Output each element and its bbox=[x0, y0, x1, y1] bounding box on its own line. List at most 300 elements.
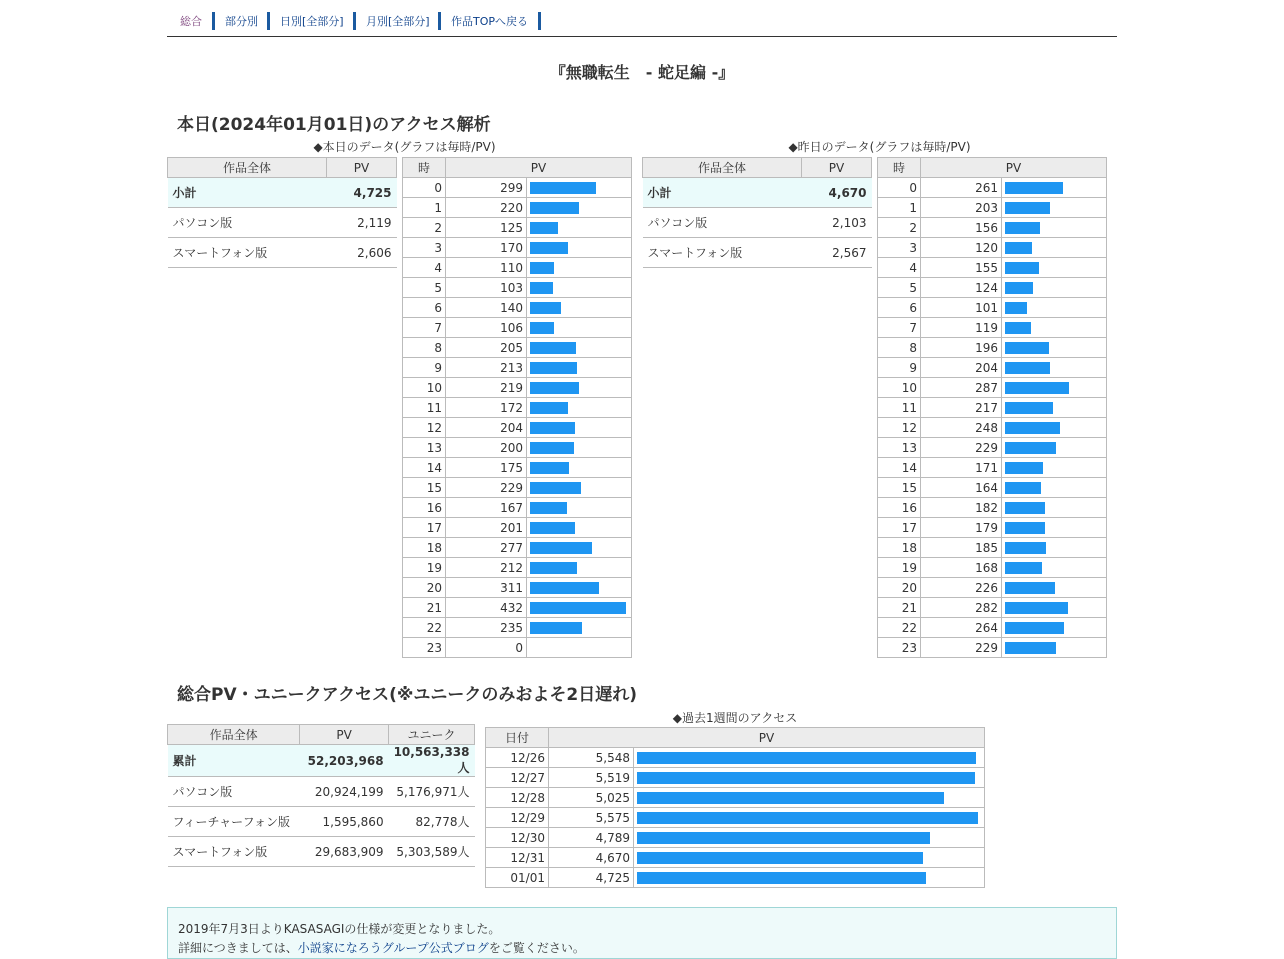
table-row bbox=[878, 338, 1107, 358]
row-key: 22 bbox=[878, 618, 921, 638]
pv-bar bbox=[1005, 202, 1050, 214]
pv-bar bbox=[1005, 182, 1063, 194]
table-row bbox=[878, 238, 1107, 258]
row-pv: 229 bbox=[446, 478, 527, 498]
table-row bbox=[878, 358, 1107, 378]
pv-bar bbox=[1005, 522, 1045, 534]
table-row bbox=[878, 478, 1107, 498]
row-label: 小計 bbox=[168, 178, 327, 208]
pv-bar bbox=[530, 382, 579, 394]
row-key: 4 bbox=[403, 258, 446, 278]
table-row bbox=[878, 278, 1107, 298]
row-key: 14 bbox=[403, 458, 446, 478]
row-pv: 5,575 bbox=[549, 808, 634, 828]
table-row bbox=[403, 478, 632, 498]
blog-link[interactable]: 小説家になろうグループ公式ブログ bbox=[297, 941, 489, 955]
total-summary-table bbox=[167, 724, 475, 867]
table-row bbox=[168, 777, 475, 807]
pv-bar bbox=[530, 582, 599, 594]
row-label: スマートフォン版 bbox=[643, 238, 802, 268]
row-pv: 103 bbox=[446, 278, 527, 298]
row-pv: 175 bbox=[446, 458, 527, 478]
row-pv: 219 bbox=[446, 378, 527, 398]
bar-cell bbox=[527, 238, 632, 258]
pv-bar bbox=[530, 182, 596, 194]
row-unique: 82,778人 bbox=[389, 807, 475, 837]
row-pv: 287 bbox=[921, 378, 1002, 398]
row-label: パソコン版 bbox=[168, 208, 327, 238]
pv-bar bbox=[1005, 242, 1032, 254]
row-pv: 156 bbox=[921, 218, 1002, 238]
col-header: PV bbox=[802, 158, 872, 178]
pv-bar bbox=[1005, 562, 1042, 574]
pv-bar bbox=[530, 422, 575, 434]
row-pv: 120 bbox=[921, 238, 1002, 258]
bar-cell bbox=[634, 788, 985, 808]
pv-bar bbox=[530, 322, 554, 334]
bar-cell bbox=[1002, 218, 1107, 238]
tab-by-part[interactable]: 部分別 bbox=[225, 15, 258, 28]
table-row bbox=[403, 558, 632, 578]
weekly-table bbox=[485, 727, 985, 888]
row-key: 2 bbox=[878, 218, 921, 238]
col-header: 作品全体 bbox=[168, 725, 300, 745]
bar-cell bbox=[1002, 598, 1107, 618]
pv-bar bbox=[1005, 462, 1043, 474]
row-key: 12/27 bbox=[486, 768, 549, 788]
col-header: 作品全体 bbox=[168, 158, 327, 178]
pv-bar bbox=[530, 622, 582, 634]
row-pv: 226 bbox=[921, 578, 1002, 598]
table-row bbox=[403, 458, 632, 478]
notice-box bbox=[167, 907, 1117, 959]
bar-cell bbox=[1002, 238, 1107, 258]
pv-bar bbox=[1005, 602, 1068, 614]
bar-cell bbox=[634, 768, 985, 788]
row-key: 10 bbox=[403, 378, 446, 398]
row-pv: 277 bbox=[446, 538, 527, 558]
row-key: 16 bbox=[403, 498, 446, 518]
table-row bbox=[403, 438, 632, 458]
row-key: 0 bbox=[878, 178, 921, 198]
table-row bbox=[403, 258, 632, 278]
row-key: 12/29 bbox=[486, 808, 549, 828]
pv-bar bbox=[1005, 282, 1033, 294]
row-key: 10 bbox=[878, 378, 921, 398]
row-pv: 155 bbox=[921, 258, 1002, 278]
pv-bar bbox=[1005, 342, 1049, 354]
pv-bar bbox=[637, 792, 944, 804]
pv-bar bbox=[637, 752, 976, 764]
pv-bar bbox=[1005, 582, 1055, 594]
col-header: 時 bbox=[403, 158, 446, 178]
row-key: 22 bbox=[403, 618, 446, 638]
bar-cell bbox=[1002, 618, 1107, 638]
pv-bar bbox=[530, 362, 577, 374]
table-row bbox=[643, 178, 872, 208]
tab-back-to-top[interactable]: 作品TOPへ戻る bbox=[451, 15, 529, 28]
row-key: 12 bbox=[878, 418, 921, 438]
row-pv: 4,725 bbox=[549, 868, 634, 888]
pv-bar bbox=[1005, 262, 1039, 274]
pv-bar bbox=[637, 832, 930, 844]
row-label: パソコン版 bbox=[168, 777, 300, 807]
pv-bar bbox=[1005, 542, 1046, 554]
row-value: 2,606 bbox=[327, 238, 397, 268]
notice-line-2 bbox=[178, 939, 585, 956]
row-label: フィーチャーフォン版 bbox=[168, 807, 300, 837]
row-key: 3 bbox=[403, 238, 446, 258]
tab-daily[interactable]: 日別[全部分] bbox=[280, 15, 344, 28]
table-row bbox=[403, 238, 632, 258]
today-summary-table bbox=[167, 157, 397, 268]
table-row bbox=[403, 338, 632, 358]
row-value: 2,119 bbox=[327, 208, 397, 238]
row-pv: 110 bbox=[446, 258, 527, 278]
row-pv: 167 bbox=[446, 498, 527, 518]
row-key: 19 bbox=[403, 558, 446, 578]
row-key: 9 bbox=[403, 358, 446, 378]
table-row bbox=[403, 378, 632, 398]
row-key: 8 bbox=[403, 338, 446, 358]
row-key: 9 bbox=[878, 358, 921, 378]
pv-bar bbox=[1005, 362, 1050, 374]
row-key: 6 bbox=[403, 298, 446, 318]
col-header: ユニーク bbox=[389, 725, 475, 745]
col-header: PV bbox=[300, 725, 389, 745]
pv-bar bbox=[530, 262, 554, 274]
bar-cell bbox=[634, 848, 985, 868]
bar-cell bbox=[1002, 438, 1107, 458]
row-pv: 248 bbox=[921, 418, 1002, 438]
table-row bbox=[403, 398, 632, 418]
row-unique: 10,563,338人 bbox=[389, 745, 475, 777]
row-pv: 168 bbox=[921, 558, 1002, 578]
pv-bar bbox=[530, 402, 568, 414]
bar-cell bbox=[1002, 378, 1107, 398]
row-pv: 172 bbox=[446, 398, 527, 418]
table-row bbox=[403, 318, 632, 338]
bar-cell bbox=[1002, 338, 1107, 358]
row-pv: 432 bbox=[446, 598, 527, 618]
row-key: 15 bbox=[878, 478, 921, 498]
table-row bbox=[403, 578, 632, 598]
pv-bar bbox=[530, 302, 561, 314]
table-row bbox=[168, 208, 397, 238]
pv-bar bbox=[1005, 482, 1041, 494]
nav-tabs bbox=[167, 8, 1117, 37]
bar-cell bbox=[527, 578, 632, 598]
tab-monthly[interactable]: 月別[全部分] bbox=[366, 15, 430, 28]
row-label: 小計 bbox=[643, 178, 802, 208]
pv-bar bbox=[530, 542, 592, 554]
col-header: 時 bbox=[878, 158, 921, 178]
row-key: 12/31 bbox=[486, 848, 549, 868]
bar-cell bbox=[1002, 538, 1107, 558]
table-row bbox=[168, 178, 397, 208]
bar-cell bbox=[527, 438, 632, 458]
table-row bbox=[403, 618, 632, 638]
row-label: 累計 bbox=[168, 745, 300, 777]
table-row bbox=[403, 598, 632, 618]
row-key: 13 bbox=[403, 438, 446, 458]
table-row bbox=[486, 848, 985, 868]
pv-bar bbox=[637, 852, 923, 864]
table-row bbox=[878, 378, 1107, 398]
table-row bbox=[878, 398, 1107, 418]
row-pv: 171 bbox=[921, 458, 1002, 478]
bar-cell bbox=[527, 338, 632, 358]
pv-bar bbox=[530, 462, 569, 474]
notice-text: をご覧ください。 bbox=[488, 941, 585, 955]
tab-divider bbox=[267, 12, 270, 30]
row-pv: 119 bbox=[921, 318, 1002, 338]
col-header: PV bbox=[549, 728, 985, 748]
row-pv: 0 bbox=[446, 638, 527, 658]
row-label: スマートフォン版 bbox=[168, 837, 300, 867]
bar-cell bbox=[527, 298, 632, 318]
row-key: 19 bbox=[878, 558, 921, 578]
pv-bar bbox=[1005, 302, 1027, 314]
pv-bar bbox=[530, 502, 567, 514]
table-row bbox=[643, 238, 872, 268]
pv-bar bbox=[1005, 402, 1053, 414]
table-row bbox=[878, 458, 1107, 478]
row-pv: 124 bbox=[921, 278, 1002, 298]
bar-cell bbox=[1002, 358, 1107, 378]
bar-cell bbox=[634, 868, 985, 888]
row-key: 7 bbox=[403, 318, 446, 338]
today-heading: 本日(2024年01月01日)のアクセス解析 bbox=[177, 115, 491, 135]
bar-cell bbox=[634, 828, 985, 848]
pv-bar bbox=[530, 482, 581, 494]
bar-cell bbox=[634, 748, 985, 768]
table-row bbox=[878, 218, 1107, 238]
weekly-caption: ◆過去1週間のアクセス bbox=[672, 711, 798, 725]
row-key: 8 bbox=[878, 338, 921, 358]
row-pv: 182 bbox=[921, 498, 1002, 518]
table-row bbox=[168, 837, 475, 867]
table-row bbox=[878, 558, 1107, 578]
yesterday-summary-table bbox=[642, 157, 872, 268]
table-row bbox=[168, 238, 397, 268]
tab-summary[interactable]: 総合 bbox=[180, 15, 202, 28]
table-row bbox=[878, 538, 1107, 558]
table-row bbox=[403, 198, 632, 218]
row-key: 20 bbox=[403, 578, 446, 598]
pv-bar bbox=[1005, 422, 1060, 434]
bar-cell bbox=[527, 178, 632, 198]
row-pv: 185 bbox=[921, 538, 1002, 558]
table-row bbox=[486, 828, 985, 848]
row-pv: 5,519 bbox=[549, 768, 634, 788]
table-row bbox=[878, 198, 1107, 218]
table-row bbox=[878, 638, 1107, 658]
notice-text: 詳細につきましては、 bbox=[178, 941, 298, 955]
row-key: 14 bbox=[878, 458, 921, 478]
pv-bar bbox=[637, 772, 975, 784]
pv-bar bbox=[530, 202, 579, 214]
row-key: 15 bbox=[403, 478, 446, 498]
row-key: 1 bbox=[878, 198, 921, 218]
row-pv: 235 bbox=[446, 618, 527, 638]
row-pv: 311 bbox=[446, 578, 527, 598]
table-row bbox=[168, 807, 475, 837]
row-key: 1 bbox=[403, 198, 446, 218]
yesterday-hourly-table bbox=[877, 157, 1107, 658]
bar-cell bbox=[527, 598, 632, 618]
table-row bbox=[878, 518, 1107, 538]
row-value: 2,103 bbox=[802, 208, 872, 238]
row-pv: 204 bbox=[446, 418, 527, 438]
table-row bbox=[878, 598, 1107, 618]
row-pv: 217 bbox=[921, 398, 1002, 418]
pv-bar bbox=[530, 562, 577, 574]
table-row bbox=[403, 538, 632, 558]
row-key: 2 bbox=[403, 218, 446, 238]
table-row bbox=[878, 258, 1107, 278]
pv-bar bbox=[637, 812, 978, 824]
row-key: 11 bbox=[878, 398, 921, 418]
work-title: 『無職転生 - 蛇足編 -』 bbox=[549, 63, 735, 82]
row-pv: 170 bbox=[446, 238, 527, 258]
bar-cell bbox=[527, 258, 632, 278]
bar-cell bbox=[1002, 178, 1107, 198]
row-pv: 264 bbox=[921, 618, 1002, 638]
row-key: 4 bbox=[878, 258, 921, 278]
today-caption: ◆本日のデータ(グラフは毎時/PV) bbox=[313, 140, 496, 154]
row-pv: 4,789 bbox=[549, 828, 634, 848]
table-row bbox=[878, 578, 1107, 598]
table-row bbox=[878, 298, 1107, 318]
row-key: 6 bbox=[878, 298, 921, 318]
bar-cell bbox=[527, 458, 632, 478]
row-pv: 164 bbox=[921, 478, 1002, 498]
row-key: 3 bbox=[878, 238, 921, 258]
row-unique: 5,303,589人 bbox=[389, 837, 475, 867]
bar-cell bbox=[1002, 298, 1107, 318]
table-row bbox=[486, 748, 985, 768]
table-row bbox=[403, 218, 632, 238]
col-header: 作品全体 bbox=[643, 158, 802, 178]
row-pv: 220 bbox=[446, 198, 527, 218]
bar-cell bbox=[1002, 558, 1107, 578]
bar-cell bbox=[1002, 198, 1107, 218]
pv-bar bbox=[530, 442, 574, 454]
table-row bbox=[168, 745, 475, 777]
row-key: 23 bbox=[878, 638, 921, 658]
row-pv: 5,025 bbox=[549, 788, 634, 808]
row-pv: 125 bbox=[446, 218, 527, 238]
table-row bbox=[403, 418, 632, 438]
bar-cell bbox=[527, 198, 632, 218]
bar-cell bbox=[1002, 398, 1107, 418]
row-pv: 20,924,199 bbox=[300, 777, 389, 807]
pv-bar bbox=[530, 342, 576, 354]
row-key: 20 bbox=[878, 578, 921, 598]
row-key: 5 bbox=[878, 278, 921, 298]
row-pv: 213 bbox=[446, 358, 527, 378]
bar-cell bbox=[527, 618, 632, 638]
row-key: 23 bbox=[403, 638, 446, 658]
row-key: 12/28 bbox=[486, 788, 549, 808]
table-row bbox=[878, 438, 1107, 458]
row-pv: 261 bbox=[921, 178, 1002, 198]
row-pv: 212 bbox=[446, 558, 527, 578]
row-pv: 4,670 bbox=[549, 848, 634, 868]
bar-cell bbox=[1002, 478, 1107, 498]
row-key: 0 bbox=[403, 178, 446, 198]
row-pv: 106 bbox=[446, 318, 527, 338]
row-pv: 29,683,909 bbox=[300, 837, 389, 867]
bar-cell bbox=[1002, 318, 1107, 338]
row-key: 16 bbox=[878, 498, 921, 518]
row-value: 4,670 bbox=[802, 178, 872, 208]
row-key: 12/26 bbox=[486, 748, 549, 768]
row-pv: 179 bbox=[921, 518, 1002, 538]
row-label: スマートフォン版 bbox=[168, 238, 327, 268]
col-header: PV bbox=[327, 158, 397, 178]
bar-cell bbox=[527, 398, 632, 418]
row-key: 7 bbox=[878, 318, 921, 338]
row-key: 12 bbox=[403, 418, 446, 438]
col-header: PV bbox=[446, 158, 632, 178]
bar-cell bbox=[527, 318, 632, 338]
pv-bar bbox=[1005, 642, 1056, 654]
yesterday-caption: ◆昨日のデータ(グラフは毎時/PV) bbox=[788, 140, 971, 154]
bar-cell bbox=[527, 278, 632, 298]
table-row bbox=[878, 618, 1107, 638]
col-header: 日付 bbox=[486, 728, 549, 748]
pv-bar bbox=[1005, 622, 1064, 634]
table-row bbox=[403, 518, 632, 538]
bar-cell bbox=[634, 808, 985, 828]
pv-bar bbox=[1005, 322, 1031, 334]
bar-cell bbox=[527, 638, 632, 658]
notice-line-1: 2019年7月3日よりKASASAGIの仕様が変更となりました。 bbox=[178, 922, 501, 936]
bar-cell bbox=[1002, 498, 1107, 518]
table-row bbox=[403, 638, 632, 658]
row-pv: 140 bbox=[446, 298, 527, 318]
table-row bbox=[486, 788, 985, 808]
row-pv: 101 bbox=[921, 298, 1002, 318]
tab-divider bbox=[353, 12, 356, 30]
row-pv: 299 bbox=[446, 178, 527, 198]
bar-cell bbox=[1002, 518, 1107, 538]
row-pv: 229 bbox=[921, 438, 1002, 458]
pv-bar bbox=[1005, 502, 1045, 514]
bar-cell bbox=[527, 498, 632, 518]
bar-cell bbox=[1002, 638, 1107, 658]
pv-bar bbox=[530, 222, 558, 234]
row-key: 01/01 bbox=[486, 868, 549, 888]
pv-bar bbox=[637, 872, 926, 884]
table-row bbox=[878, 418, 1107, 438]
today-hourly-table bbox=[402, 157, 632, 658]
row-key: 11 bbox=[403, 398, 446, 418]
bar-cell bbox=[527, 538, 632, 558]
pv-bar bbox=[1005, 382, 1069, 394]
row-pv: 5,548 bbox=[549, 748, 634, 768]
bar-cell bbox=[527, 478, 632, 498]
bar-cell bbox=[1002, 578, 1107, 598]
table-row bbox=[878, 178, 1107, 198]
bar-cell bbox=[527, 378, 632, 398]
tab-divider bbox=[212, 12, 215, 30]
pv-bar bbox=[530, 282, 553, 294]
bar-cell bbox=[527, 218, 632, 238]
row-pv: 1,595,860 bbox=[300, 807, 389, 837]
